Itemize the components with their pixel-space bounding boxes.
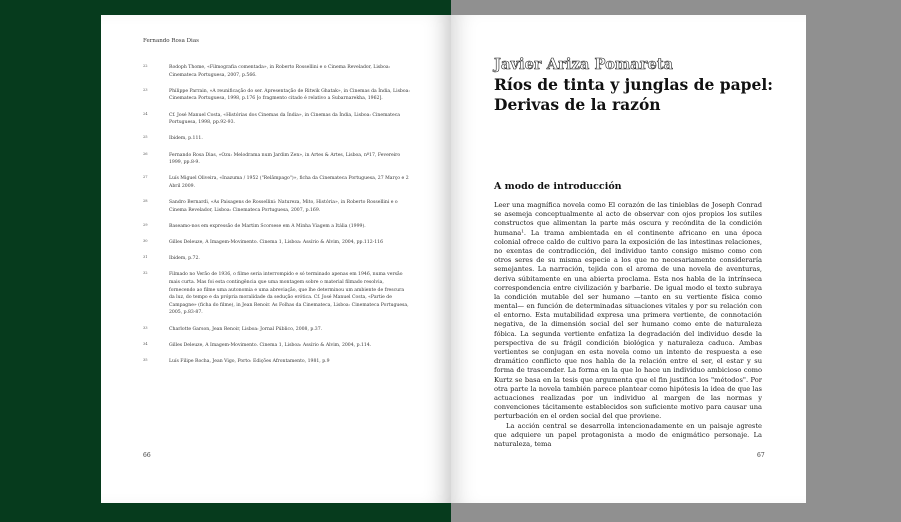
note-text: Baseamo-nos em expressão de Martim Scorsese em A Minha Viagem a Itália (1999).	[169, 223, 366, 229]
note-number: 24	[143, 111, 148, 116]
left-page	[101, 15, 451, 503]
note-text: Gilles Deleuze, A Imagem-Movimento. Cinema 1, Lisboa: Assírio & Alvim, 2004, pp.112-116	[169, 240, 383, 246]
note-text: Ibidem, p.111.	[169, 136, 203, 142]
note-number: 35	[143, 357, 148, 362]
endnote	[143, 255, 411, 263]
note-text: Charlotte Garson, Jean Renoir, Lisboa: Jornal Público, 2008, p.37.	[169, 326, 323, 332]
page-number: 66	[143, 452, 151, 459]
endnote	[143, 175, 411, 190]
endnote	[143, 239, 411, 247]
page-number: 67	[757, 452, 765, 459]
endnotes-list	[143, 64, 411, 374]
body-text	[494, 201, 762, 449]
note-number: 31	[143, 255, 148, 260]
note-text: Fernando Rosa Dias, «Ozu: Melodrama num Jardim Zen», in Artes & Artes, Lisboa, nº17, Fevereiro 1999, pp.8-9.	[169, 152, 401, 166]
endnote	[143, 152, 411, 167]
note-number: 25	[143, 135, 148, 140]
running-head: Fernando Rosa Dias	[143, 38, 199, 44]
note-number: 29	[143, 222, 148, 227]
paragraph: Leer una magnífica novela como El corazón de las tinieblas de Joseph Conrad se asemeja conceptualmente al acto de observar con ojos propios los sutiles constructos que alimentan la parte más oscura y recóndita de la condición humana¹. La trama ambientada en el continente africano en una época colonial ofrece caldo de cultivo para la exposición de las intestinas relaciones, no exentas de contradicción, del individuo tanto consigo mismo como con otros seres de su misma especie a los que no necesariamente consideraría semejantes. La narración, tejida con el aroma de una novela de aventuras, deriva súbitamente en una abierta proclama. Esta nos habla de la intrínseca correspondencia entre civilización y barbarie. De igual modo el texto subraya la condición mutable del ser humano —tanto en su vertiente física como mental— en función de determinadas situaciones vitales y por su relación con el entorno. Esta mutabilidad expresa una primera vertiente, de connotación negativa, de la dimensión social del ser humano como ente de naturaleza fóbica. La segunda vertiente enfatiza la degradación del individuo desde la perspectiva de su frágil condición biológica y naturaleza caduca. Ambas vertientes se conjugan en esta novela como un intento de respuesta a ese dramático conflicto que nos habla de la relación entre el ser, el estar y su forma de trascender. La forma en la que lo hace un individuo ambicioso como Kurtz se basa en la tesis que argumenta que el fin justifica los "métodos". Por otra parte la novela también parece plantear como hipótesis la idea de que las actuaciones realizadas por un individuo al margen de las normas y convenciones tácitamente establecidos son suficiente motivo para causar una perturbación en el orden social del que proviene.	[494, 201, 762, 421]
note-number: 28	[143, 199, 148, 204]
note-number: 26	[143, 151, 148, 156]
note-number: 30	[143, 239, 148, 244]
endnote	[143, 271, 411, 317]
note-number: 22	[143, 64, 148, 68]
section-heading: A modo de introducción	[494, 181, 622, 192]
note-text: Rodoph Thome, «Filmografia comentada», in Roberto Rossellini e o Cinema Revelador, Lisboa: Cinemateca Portuguesa, 2007, p.566.	[169, 65, 391, 78]
endnote	[143, 135, 411, 143]
endnote	[143, 88, 411, 103]
endnote	[143, 326, 411, 334]
note-number: 27	[143, 175, 148, 180]
note-text: Luís Miguel Oliveira, «Inazuma / 1952 ("Relâmpago")», ficha da Cinemateca Portuguesa, 27 Março e 2 Abril 2009.	[169, 176, 409, 189]
endnote	[143, 223, 411, 231]
note-number: 32	[143, 271, 148, 276]
note-text: Philippe Parrain, «A reunificação do ser. Apresentação de Ritwik Ghatak», in Cinemas da Índia, Lisboa: Cinemateca Portuguesa, 1998, p.176 [o fragmento citado é relativo a Subarnarekha, 1962].	[169, 88, 410, 102]
note-text: Ibidem, p.72.	[169, 256, 200, 262]
note-text: Gilles Deleuze, A Imagem-Movimento. Cinema 1, Lisboa: Assírio & Alvim, 2004, p.114.	[169, 342, 372, 348]
endnote	[143, 342, 411, 350]
endnote	[143, 358, 411, 366]
endnote	[143, 64, 411, 79]
paragraph: La acción central se desarrolla intencionadamente en un paisaje agreste que adquiere un papel protagonista a modo de enigmático personaje. La naturaleza, tema	[494, 421, 762, 448]
endnote	[143, 112, 411, 127]
right-page	[451, 15, 806, 503]
endnote	[143, 199, 411, 214]
note-text: Filmado no Verão de 1936, o filme seria interrompido e só terminado apenas em 1946, numa versão mais curta. Mas foi esta contingência que uma montagem sobre o material filmado resolvia, fornecendo ao filme uma autonomia e uma abreviação, que lhe determinou um ambiente de frescura da luz, do tempo e da própria moralidade da sedução erótica. Cf. José Manuel Costa, «Partie de Campagne» (ficha do filme), in Jean Renoir. As Folhas da Cinemateca, Lisboa: Cinemateca Portuguesa, 2005, p.83-87.	[169, 272, 409, 316]
note-number: 33	[143, 325, 148, 330]
chapter-title: Ríos de tinta y junglas de papel: Derivas de la razón	[494, 75, 773, 114]
note-text: Sandro Bernardi, «As Paisagens de Rossellini: Natureza, Mito, História», in Roberto Rossellini e o Cinema Revelador, Lisboa: Cinemateca Portuguesa, 2007, p.169.	[169, 200, 398, 213]
note-number: 34	[143, 341, 148, 346]
note-text: Cf. José Manuel Costa, «Histórias dos Cinemas da Índia», in Cinemas da Índia, Lisboa: Cinemateca Portuguesa, 1998, pp.92-93.	[169, 112, 401, 126]
note-number: 23	[143, 87, 148, 92]
author-name: Javier Ariza Pomareta	[494, 56, 674, 73]
note-text: Luís Filipe Rocha, Jean Vigo, Porto: Edições Afrontamento, 1981, p.9	[169, 358, 330, 364]
